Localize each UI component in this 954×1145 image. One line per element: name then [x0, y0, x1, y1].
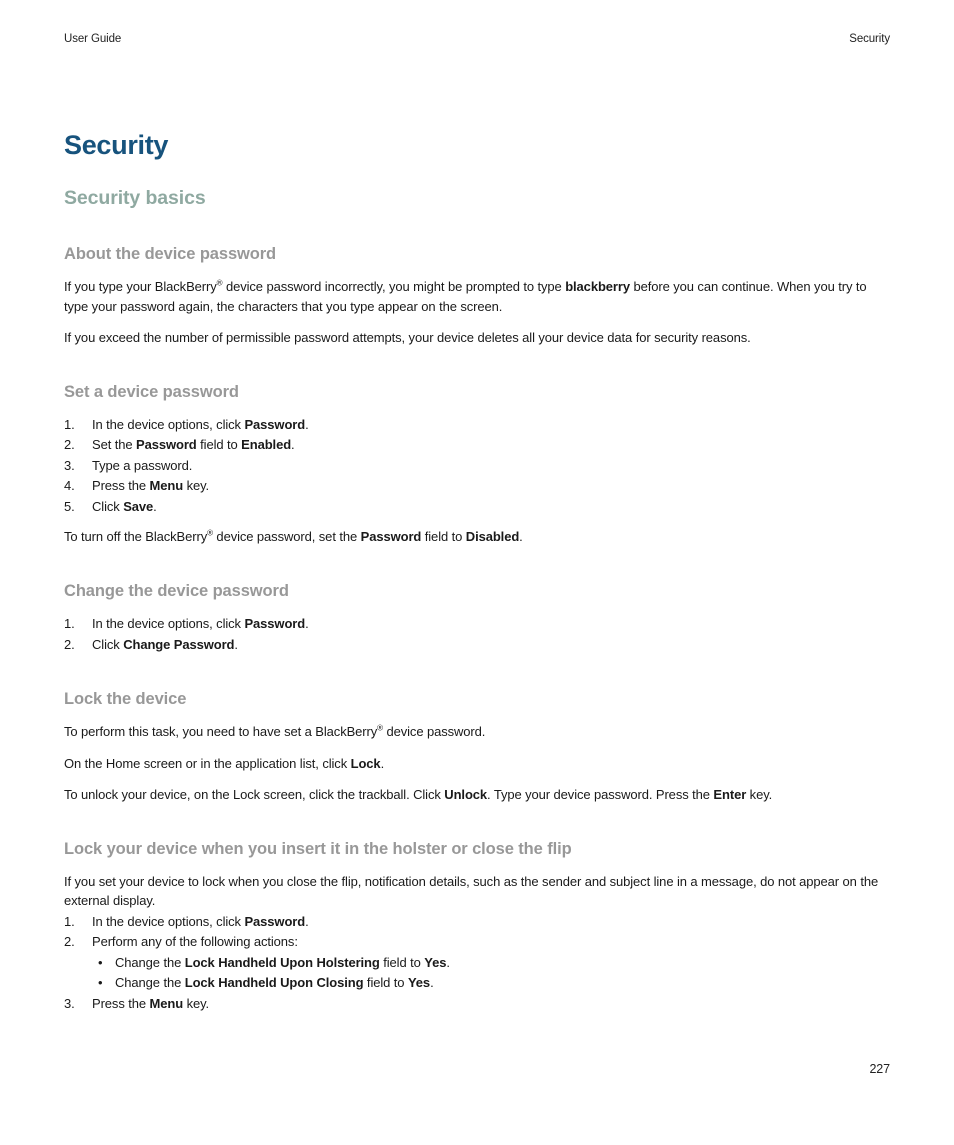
sections — [64, 245, 890, 1015]
text-run: key. — [183, 996, 210, 1012]
numbered-list — [64, 912, 890, 1015]
list-number: 3. — [64, 457, 75, 473]
bold-text: Enabled — [241, 437, 292, 453]
list-item — [64, 435, 890, 456]
bold-text: Change Password — [123, 636, 235, 652]
list-item-text — [92, 497, 890, 518]
text-run: field to — [196, 437, 242, 453]
text-run: Click — [92, 498, 124, 514]
bold-text: Save — [123, 498, 154, 514]
list-item — [64, 994, 890, 1015]
text-run: field to — [363, 975, 408, 991]
bold-text: Yes — [407, 975, 431, 991]
list-item — [64, 635, 890, 656]
bold-text: Password — [136, 437, 197, 453]
text-run: . — [430, 975, 434, 991]
list-number: 2. — [64, 636, 75, 652]
paragraph — [64, 277, 890, 316]
list-item — [64, 912, 890, 933]
list-item-text — [92, 415, 890, 436]
bold-text: Yes — [424, 954, 447, 970]
text-run: ® — [207, 529, 213, 539]
text-run: . — [291, 437, 295, 453]
bold-text: Menu — [149, 478, 184, 494]
text-run: In the device options, click — [92, 913, 245, 929]
list-item — [64, 415, 890, 436]
chapter-subtitle: Security basics — [64, 187, 206, 209]
bold-text: Lock Handheld Upon Closing — [184, 975, 364, 991]
list-number: 5. — [64, 498, 75, 514]
text-run: before you can continue. When you try to type your password again, the characters that you type appear on the screen. — [64, 279, 867, 314]
text-run: ® — [377, 723, 383, 733]
paragraph — [64, 754, 890, 774]
text-run: device password, set the — [212, 529, 361, 545]
text-run: key. — [183, 478, 210, 494]
list-number: 1. — [64, 416, 75, 432]
text-run: Set the — [92, 437, 137, 453]
bold-text: Password — [244, 913, 306, 929]
paragraph — [64, 785, 890, 805]
text-run: Press the — [92, 478, 150, 494]
numbered-list — [64, 614, 890, 655]
paragraph — [64, 872, 890, 911]
text-run: field to — [379, 954, 425, 970]
list-item — [64, 497, 890, 518]
text-run: key. — [746, 787, 773, 803]
list-number: 3. — [64, 996, 75, 1012]
list-item — [64, 456, 890, 477]
text-run: In the device options, click — [92, 615, 245, 631]
list-item-text — [92, 476, 890, 497]
header-left-text: User Guide — [64, 33, 122, 45]
section-heading: Lock your device when you insert it in the holster or close the flip — [64, 839, 572, 858]
text-run: device password. — [382, 724, 486, 740]
text-run: . — [305, 416, 309, 432]
list-item — [64, 932, 890, 953]
bold-text: blackberry — [565, 279, 630, 294]
text-run: Click — [92, 636, 124, 652]
bullet-list — [98, 953, 890, 994]
bullet-item — [98, 953, 890, 974]
paragraph — [64, 328, 890, 348]
list-item-text — [92, 635, 890, 656]
list-item-text — [92, 435, 890, 456]
list-number: 1. — [64, 913, 75, 929]
section-heading: Change the device password — [64, 581, 289, 600]
text-run: Change the — [115, 954, 185, 970]
bullet-text — [115, 953, 890, 974]
section-heading: Lock the device — [64, 690, 187, 709]
text-run: If you set your device to lock when you close the flip, notification details, such as the sender and subject line in a message, do not appear on the external display. — [64, 873, 879, 909]
bold-text: Lock Handheld Upon Holstering — [184, 954, 380, 970]
document-body — [64, 130, 890, 1025]
list-number: 2. — [64, 934, 75, 950]
bullet-marker: • — [98, 954, 103, 970]
list-item-text — [92, 912, 890, 933]
text-run: field to — [421, 529, 466, 545]
bold-text: Enter — [713, 787, 747, 803]
header-right-text: Security — [849, 33, 890, 45]
text-run: Type a password. — [92, 457, 193, 473]
text-run: . Type your device password. Press the — [487, 787, 714, 803]
text-run: If you exceed the number of permissible password attempts, your device deletes all your device data for security reasons. — [64, 330, 751, 345]
text-run: . — [519, 529, 523, 545]
bold-text: Unlock — [444, 787, 488, 803]
bold-text: Password — [360, 529, 422, 545]
section-heading: About the device password — [64, 245, 277, 263]
text-run: device password incorrectly, you might be prompted to type — [222, 279, 566, 294]
text-run: In the device options, click — [92, 416, 245, 432]
text-run: To turn off the BlackBerry — [64, 529, 208, 545]
bold-text: Lock — [350, 755, 381, 771]
text-run: . — [446, 954, 450, 970]
text-run: . — [305, 615, 309, 631]
bold-text: Password — [244, 615, 306, 631]
bullet-item — [98, 973, 890, 994]
bold-text: Password — [244, 416, 306, 432]
paragraph — [64, 722, 890, 742]
text-run: . — [234, 636, 238, 652]
text-run: On the Home screen or in the application list, click — [64, 755, 351, 771]
list-number: 4. — [64, 478, 75, 494]
text-run: If you type your BlackBerry — [64, 279, 217, 294]
list-item-text — [92, 932, 890, 953]
list-item-text — [92, 994, 890, 1015]
text-run: . — [305, 913, 309, 929]
bullet-marker: • — [98, 975, 103, 991]
bullet-text — [115, 973, 890, 994]
list-item-text — [92, 614, 890, 635]
list-item — [64, 614, 890, 635]
text-run: . — [380, 755, 385, 771]
list-number: 2. — [64, 437, 75, 453]
paragraph — [64, 527, 890, 547]
page-title: Security — [64, 130, 169, 160]
text-run: Press the — [92, 996, 150, 1012]
text-run: . — [153, 498, 157, 514]
bold-text: Menu — [149, 996, 184, 1012]
page-number: 227 — [869, 1062, 890, 1076]
text-run: ® — [216, 278, 223, 288]
text-run: To unlock your device, on the Lock screen, click the trackball. Click — [64, 787, 445, 803]
text-run: To perform this task, you need to have set a BlackBerry — [64, 724, 378, 740]
text-run: Perform any of the following actions: — [92, 934, 298, 950]
section-heading: Set a device password — [64, 382, 239, 401]
text-run: Change the — [115, 975, 185, 991]
numbered-list — [64, 415, 890, 518]
page-header — [64, 33, 890, 45]
bold-text: Disabled — [465, 529, 520, 545]
list-item-text — [92, 456, 890, 477]
list-number: 1. — [64, 615, 75, 631]
list-item — [64, 476, 890, 497]
